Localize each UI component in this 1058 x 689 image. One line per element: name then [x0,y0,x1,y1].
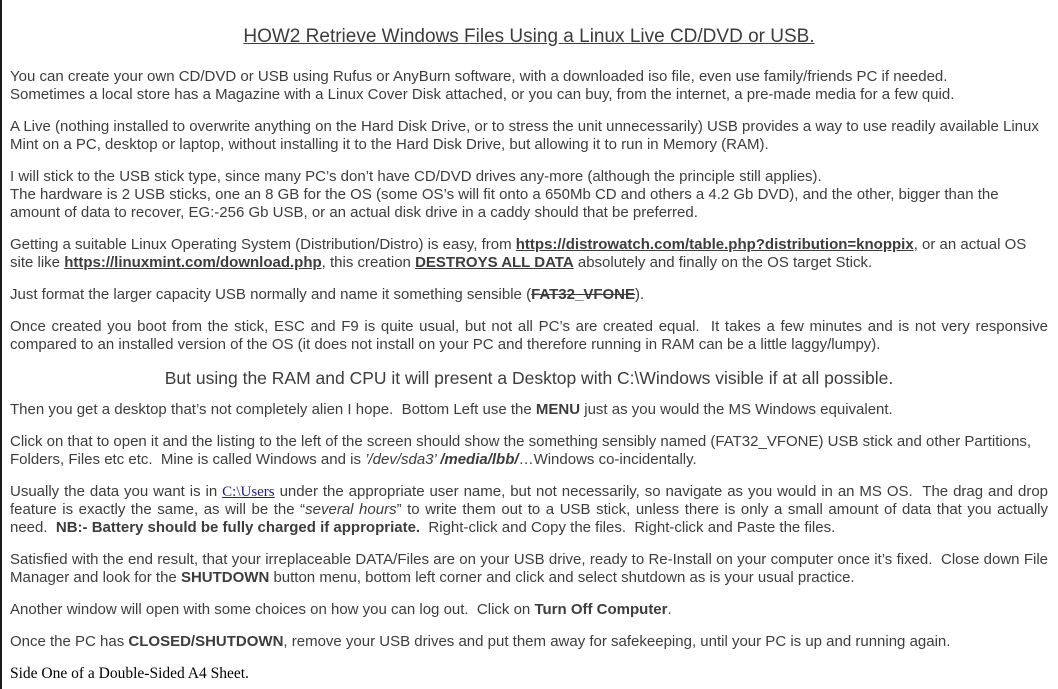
text-run: , this creation [321,254,416,271]
shutdown-label: SHUTDOWN [180,569,270,586]
paragraph [10,286,1048,304]
media-lbb-path: /media/lbb/ [440,451,519,468]
paragraph [10,68,1048,104]
destroys-all-data-warning: DESTROYS ALL DATA [415,254,574,271]
paragraph [10,168,1048,222]
c-users-link[interactable]: C:\Users [222,484,275,500]
paragraph [10,483,1048,537]
volume-name-strikethrough: FAT32_VFONE [531,286,635,303]
text-run: Usually the data you want is in [10,483,223,500]
text-run: The hardware is 2 USB sticks, one an 8 GB for the OS (some OS’s will fit onto a 650Mb CD and others a 4.2 Gb DVD), and the other, bigger than the amount of data to recover, EG:-256 Gb USB, or an actual disk drive in a caddy should that be preferred. [10,186,999,221]
paragraph [10,551,1048,587]
paragraph [10,118,1048,154]
paragraph [10,433,1048,469]
menu-label: MENU [535,401,581,418]
closed-shutdown-label: CLOSED/SHUTDOWN [128,633,284,650]
text-run: . [667,601,672,618]
text-run: Once the PC has [10,633,129,650]
document-title: HOW2 Retrieve Windows Files Using a Linux Live CD/DVD or USB. [243,26,815,47]
text-run: Click on that to open it and the listing to the left of the screen should show the something sensibly named (FAT32_VFONE) USB stick and other Partitions, Folders, Files etc etc. Mine is called Windows and is [10,433,1032,468]
linuxmint-url: https://linuxmint.com/download.php [64,254,322,271]
text-run: Once created you boot from the stick, ESC and F9 is quite usual, but not all PC’s are created equal. It takes a few minutes and is not very responsive compared to an installed version of the OS (it does not install on your PC and therefore running in RAM can be a little laggy/lumpy). [10,318,1048,353]
text-run: under the appropriate user name, but not necessarily, so navigate as you would in an MS OS. The drag and drop feature is exactly the same, as will be the “ [10,483,1049,518]
text-run: button menu, bottom left corner and click and select shutdown as is your usual practice. [269,569,855,586]
text-run: But using the RAM and CPU it will present a Desktop with C:\Windows visible if at all possible. [164,368,894,388]
text-run: I will stick to the USB stick type, since many PC’s don’t have CD/DVD drives any-more (although the principle still applies). [10,168,822,185]
text-run: …Windows co-incidentally. [518,451,697,468]
text-run: ” to write them out to a USB stick, unless there is only a small amount of data that you actually need. [10,501,1048,536]
text-run: just as you would the MS Windows equivalent. [580,401,893,418]
text-run: absolutely and finally on the OS target Stick. [573,254,873,271]
paragraph [10,368,1048,389]
several-hours-emphasis: several hours [305,501,397,518]
text-run: Just format the larger capacity USB normally and name it something sensible ( [10,286,532,303]
text-run: , remove your USB drives and put them away for safekeeping, until your PC is up and running again. [283,633,951,650]
text-run: Another window will open with some choices on how you can log out. Click on [10,601,535,618]
text-run: Right-click and Copy the files. Right-click and Paste the files. [420,519,836,536]
text-run: Then you get a desktop that’s not completely alien I hope. Bottom Left use the [10,401,536,418]
text-run: A Live (nothing installed to overwrite anything on the Hard Disk Drive, or to stress the unit unnecessarily) USB provides a way to use readily available Linux Mint on a PC, desktop or laptop, without installing it to the Hard Disk Drive, but allowing it to run in Memory (RAM). [10,118,1039,153]
paragraph [10,601,1048,619]
paragraph [10,401,1048,419]
footer-note: Side One of a Double-Sided A4 Sheet. [10,665,249,682]
text-run: You can create your own CD/DVD or USB using Rufus or AnyBurn software, with a downloaded iso file, even use family/friends PC if needed. [10,68,948,85]
text-run: Sometimes a local store has a Magazine with a Linux Cover Disk attached, or you can buy, from the internet, a pre-made media for a few quid. [10,86,955,103]
distrowatch-url: https://distrowatch.com/table.php?distribution=knoppix [515,236,914,253]
paragraph [10,633,1048,651]
paragraph [10,318,1048,354]
text-run: Getting a suitable Linux Operating System (Distribution/Distro) is easy, from [10,236,516,253]
battery-warning: NB:- Battery should be fully charged if appropriate. [55,519,421,536]
dev-sda3-path: ’/dev/sda3’ [365,451,441,468]
document-body [10,68,1048,665]
text-run: Satisfied with the end result, that your irreplaceable DATA/Files are on your USB drive, ready to Re-Install on your computer once it’s fixed. Close down File Manager and look for the [10,551,1048,586]
paragraph [10,236,1048,272]
text-run: ). [635,286,645,303]
turn-off-computer-label: Turn Off Computer [534,601,668,618]
text-run: , or an actual OS site like [10,236,1027,271]
